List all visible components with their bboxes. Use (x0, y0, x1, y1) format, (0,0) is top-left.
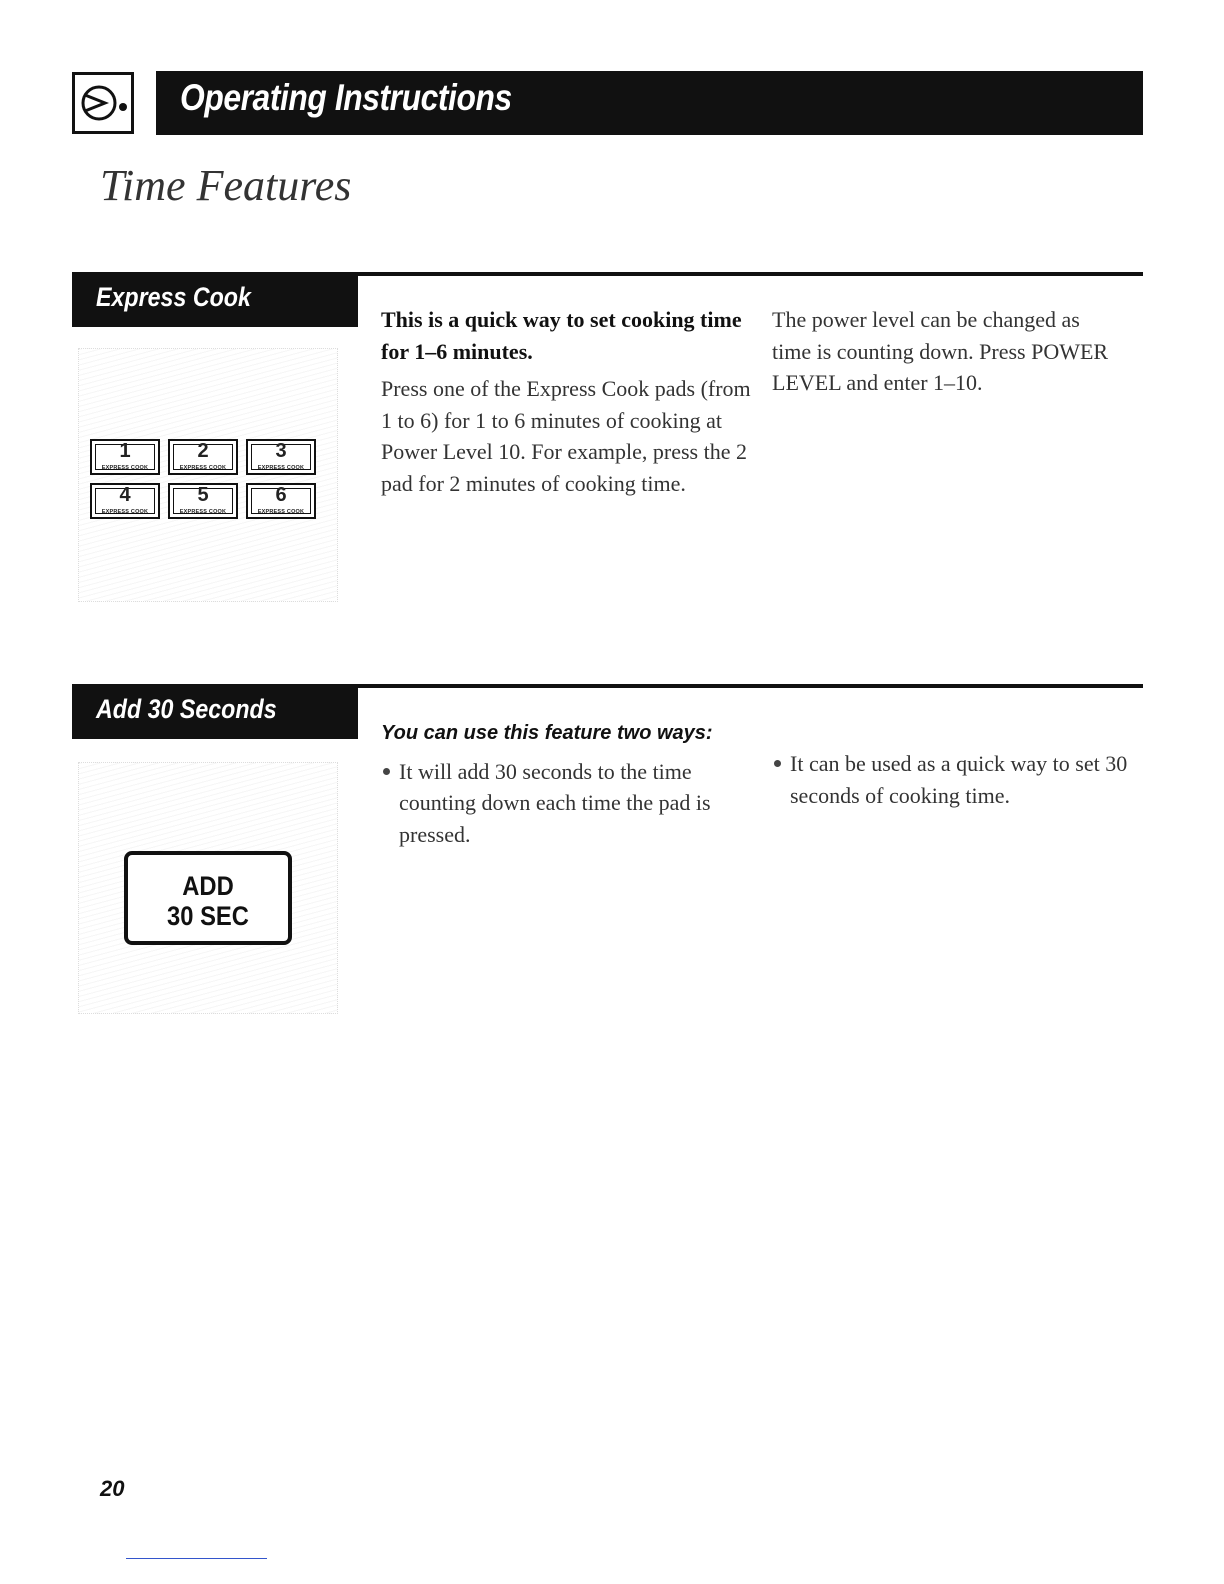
header-banner (156, 71, 1143, 135)
add-30-seconds-section (72, 684, 1143, 1024)
page-number: 20 (100, 1476, 125, 1501)
express-cook-section (72, 272, 1143, 612)
add-30-sec-pad (124, 851, 292, 945)
pad-number: 6 (275, 484, 287, 506)
express-cook-side-note: The power level can be changed as time is counting down. Press POWER LEVEL and enter 1–10. (772, 307, 1109, 395)
bullet-icon (774, 760, 781, 767)
add-pad-line-2: 30 SEC (167, 901, 249, 931)
express-cook-pad-6 (246, 483, 316, 519)
add-30-seconds-pad-illustration (78, 762, 338, 1014)
pad-label: EXPRESS COOK (257, 465, 305, 471)
pad-label: EXPRESS COOK (101, 465, 149, 471)
express-cook-body: Press one of the Express Cook pads (from 1 to 6) for 1 to 6 minutes of cooking at Power Level 10. For example, press the 2 pad for 2 minutes of cooking time. (381, 376, 751, 496)
express-cook-pad-4 (90, 483, 160, 519)
express-cook-pad-3 (246, 439, 316, 475)
pad-number: 5 (197, 484, 209, 506)
page-title: Time Features (100, 161, 352, 210)
section-tab (72, 272, 358, 327)
express-cook-heading: Express Cook (96, 282, 251, 312)
pad-label: EXPRESS COOK (179, 465, 227, 471)
pad-label: EXPRESS COOK (257, 509, 305, 515)
pad-number: 4 (119, 484, 131, 506)
express-cook-pad-1 (90, 439, 160, 475)
add-30-bullet-2 (772, 748, 1132, 811)
add-30-side-column (772, 748, 1132, 811)
microwave-dial-icon (72, 72, 134, 134)
express-cook-pad-2 (168, 439, 238, 475)
express-cook-pad-5 (168, 483, 238, 519)
pad-label: EXPRESS COOK (101, 509, 149, 515)
express-cook-main-column (381, 304, 753, 505)
pad-number: 2 (197, 440, 209, 462)
bullet-icon (383, 768, 390, 775)
header-title: Operating Instructions (180, 77, 512, 118)
add-30-seconds-heading: Add 30 Seconds (96, 694, 277, 724)
add-30-bullet-1 (381, 756, 761, 851)
section-tab (72, 684, 358, 739)
bullet-text: It will add 30 seconds to the time counting down each time the pad is pressed. (399, 758, 711, 847)
pad-number: 3 (275, 440, 287, 462)
express-cook-keypad-illustration (78, 348, 338, 602)
express-cook-side-column (772, 304, 1122, 405)
pad-label: EXPRESS COOK (179, 509, 227, 515)
add-30-subhead: You can use this feature two ways: (381, 722, 713, 744)
footer-line (126, 1558, 267, 1559)
add-30-main-column (381, 718, 761, 850)
add-pad-line-1: ADD (182, 871, 234, 901)
express-cook-lead: This is a quick way to set cooking time for 1–6 minutes. (381, 307, 742, 364)
bullet-text: It can be used as a quick way to set 30 seconds of cooking time. (790, 751, 1128, 808)
pad-number: 1 (119, 440, 131, 462)
